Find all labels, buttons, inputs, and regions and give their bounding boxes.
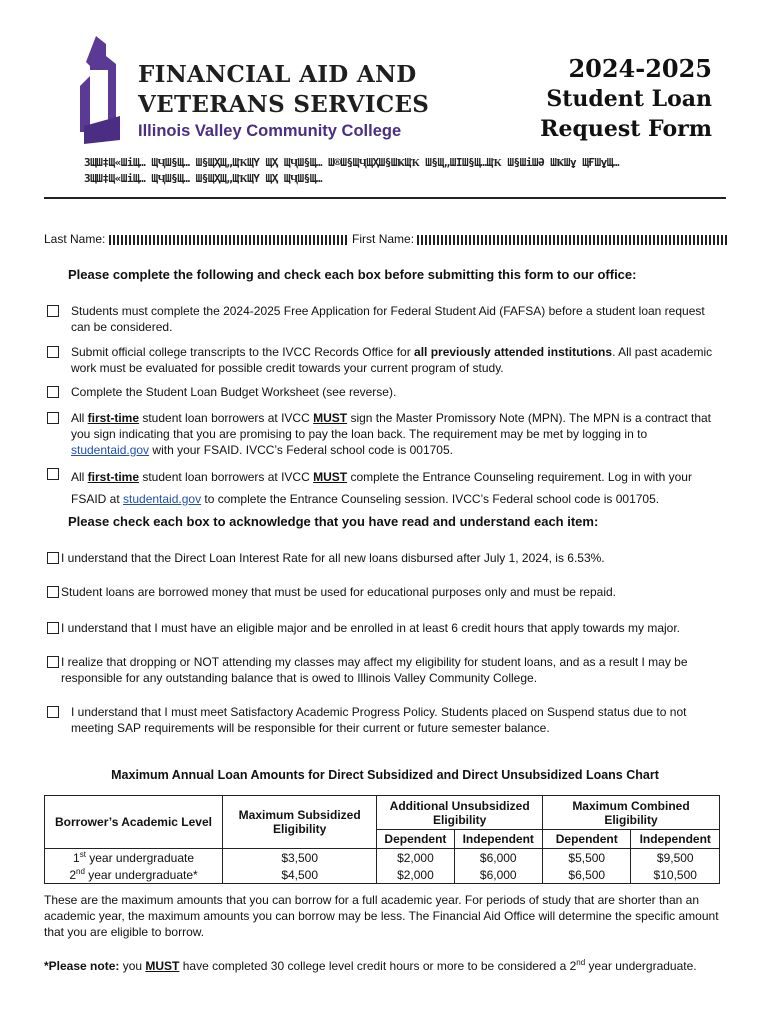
checkbox[interactable]: [47, 346, 59, 358]
loan-table-title: Maximum Annual Loan Amounts for Direct Subsidized and Direct Unsubsidized Loans Chart: [111, 768, 659, 782]
last-name-label: Last Name:: [44, 232, 106, 246]
cell-unsub-ind: $6,000: [454, 866, 542, 884]
last-name-field[interactable]: [109, 235, 349, 245]
cell-level: 2nd year undergraduate*: [45, 866, 223, 884]
garbled-text-line2: ЗЩШ‡Щ«ШіЩ… ЩҶШ§Щ… Ш§ЩҲЩ„ЩҠЩҮ ЩҲ ЩҶШ§Щ…: [84, 172, 323, 185]
checkbox[interactable]: [47, 622, 59, 634]
ack-item-interest-rate: [47, 550, 719, 566]
col-header-subsidized: Maximum Subsidized Eligibility: [223, 796, 377, 849]
cell-comb-ind: $10,500: [631, 866, 720, 884]
cell-comb-dep: $6,500: [543, 866, 631, 884]
checklist-item-entrance-counseling: [47, 466, 719, 510]
org-name-line2: VETERANS SERVICES: [138, 91, 430, 118]
col-header-level: Borrower’s Academic Level: [45, 796, 223, 849]
item-text: I understand that I must have an eligible major and be enrolled in at least 6 credit hours that apply towards my major.: [61, 621, 681, 635]
form-year: 2024-2025: [568, 54, 712, 83]
name-row: [44, 232, 729, 246]
footer-note: *Please note: you MUST have completed 30 college level credit hours or more to be considered a 2nd year undergraduate.: [44, 958, 697, 973]
checklist-item-fafsa: [47, 303, 719, 335]
checklist-item-transcripts: [47, 344, 719, 376]
item-text: All first-time student loan borrowers at IVCC MUST complete the Entrance Counseling requirement. Log in with your FSAID at studentaid.gov to complete the Entrance Counseling session. IVCC’s Federal school code is 001705.: [71, 470, 692, 506]
subheader-independent: Independent: [454, 830, 542, 849]
checklist-item-budget: [47, 384, 719, 400]
table-row: [45, 866, 720, 884]
ack-item-repaid: [47, 584, 719, 600]
checkbox[interactable]: [47, 305, 59, 317]
item-text: I understand that I must meet Satisfactory Academic Progress Policy. Students placed on Suspend status due to not meeting SAP requirements will be responsible for their current or future semester balance.: [71, 705, 687, 735]
item-text: I understand that the Direct Loan Interest Rate for all new loans disbursed after July 1, 2024, is 6.53%.: [61, 551, 605, 565]
footer-paragraph: These are the maximum amounts that you can borrow for a full academic year. For periods of study that are shorter than an academic year, the maximum amounts you can borrow may be less. The Financial Aid Office will determine the specific amount that you are eligible to borrow.: [44, 893, 719, 939]
item-text: All first-time student loan borrowers at IVCC MUST sign the Master Promissory Note (MPN). The MPN is a contract that you sign indicating that you are promising to pay the loan back. The requirement may be met by logging in to studentaid.gov with your FSAID. IVCC’s Federal school code is 001705.: [71, 411, 711, 457]
section2-heading: Please check each box to acknowledge that you have read and understand each item:: [68, 514, 599, 529]
subheader-dependent: Dependent: [543, 830, 631, 849]
item-text: Students must complete the 2024-2025 Free Application for Federal Student Aid (FAFSA) before a student loan request can be considered.: [71, 304, 705, 334]
cell-unsub-dep: $2,000: [377, 866, 454, 884]
cell-comb-ind: $9,500: [631, 849, 720, 867]
studentaid-link[interactable]: studentaid.gov: [71, 443, 150, 457]
garbled-text-line1: ЗЩШ‡Щ«ШіЩ… ЩҶШ§Щ… Ш§ЩҲЩ„ЩҠЩҮ ЩҲ ЩҶШ§Щ… Ш®Ш§ЩҶЩҲШ§ШҜЩҠ Ш§Щ„ШІШ§Щ…ЩҠ Ш§ШіШӘ ШҜШұ ЩҒШұЩ…: [84, 156, 619, 169]
subheader-independent: Independent: [631, 830, 720, 849]
checklist-item-mpn: [47, 410, 719, 458]
header-divider: [44, 197, 726, 199]
section1-heading: Please complete the following and check each box before submitting this form to our office:: [68, 267, 637, 282]
form-title: [472, 54, 712, 144]
checkbox[interactable]: [47, 706, 59, 718]
form-title-line2: Request Form: [540, 116, 712, 142]
org-name-line1: FINANCIAL AID AND: [138, 61, 417, 88]
item-text: Complete the Student Loan Budget Worksheet (see reverse).: [71, 385, 397, 399]
college-name: Illinois Valley Community College: [138, 122, 402, 140]
checkbox[interactable]: [47, 586, 59, 598]
checkbox[interactable]: [47, 386, 59, 398]
ack-item-major: [47, 620, 719, 636]
item-text: I realize that dropping or NOT attending my classes may affect my eligibility for student loans, and as a result I may be responsible for any outstanding balance that is owed to Illinois Valley Community College.: [61, 655, 688, 685]
cell-subsidized: $3,500: [223, 849, 377, 867]
first-name-field[interactable]: [417, 235, 729, 245]
checkbox[interactable]: [47, 412, 59, 424]
col-header-unsubsidized: Additional Unsubsidized Eligibility: [377, 796, 543, 830]
first-name-label: First Name:: [352, 232, 415, 246]
loan-amounts-table: [44, 795, 720, 884]
ack-item-dropping: [47, 654, 719, 686]
cell-level: 1st year undergraduate: [45, 849, 223, 867]
cell-unsub-dep: $2,000: [377, 849, 454, 867]
item-text: Submit official college transcripts to the IVCC Records Office for all previously attended institutions. All past academic work must be evaluated for possible credit towards your current program of study.: [71, 345, 713, 375]
subheader-dependent: Dependent: [377, 830, 454, 849]
ack-item-sap: [47, 704, 719, 736]
org-name: [138, 60, 438, 120]
studentaid-link[interactable]: studentaid.gov: [123, 492, 202, 506]
form-title-line1: Student Loan: [546, 86, 712, 112]
cell-subsidized: $4,500: [223, 866, 377, 884]
checkbox[interactable]: [47, 656, 59, 668]
cell-comb-dep: $5,500: [543, 849, 631, 867]
col-header-combined: Maximum Combined Eligibility: [543, 796, 720, 830]
item-text: Student loans are borrowed money that must be used for educational purposes only and must be repaid.: [61, 585, 617, 599]
ivcc-logo-icon: [76, 36, 134, 146]
cell-unsub-ind: $6,000: [454, 849, 542, 867]
table-row: [45, 849, 720, 867]
checkbox[interactable]: [47, 552, 59, 564]
checkbox[interactable]: [47, 468, 59, 480]
